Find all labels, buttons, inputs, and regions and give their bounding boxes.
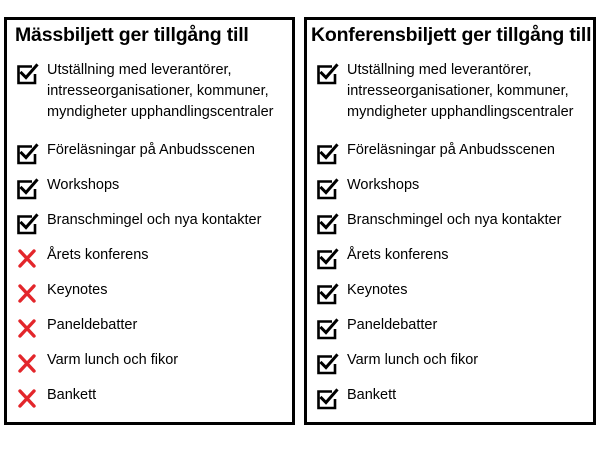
feature-label [347, 245, 449, 266]
checkbox-checked-icon [315, 282, 339, 306]
feature-label-line: Workshops [47, 177, 120, 193]
feature-label [47, 385, 96, 406]
red-cross-icon [15, 352, 39, 376]
checkbox-checked-icon [15, 62, 39, 86]
mass-ticket-title: Mässbiljett ger tillgång till [15, 24, 249, 46]
feature-label-line: Årets konferens [347, 247, 449, 263]
conference-ticket-panel [304, 17, 596, 425]
feature-label [47, 245, 149, 266]
checkbox-checked-icon [315, 62, 339, 86]
checkbox-checked-icon [315, 177, 339, 201]
feature-label [47, 140, 255, 161]
conference-ticket-title: Konferensbiljett ger tillgång till [311, 24, 592, 46]
red-cross-icon [15, 317, 39, 341]
feature-label-line: Paneldebatter [347, 317, 438, 333]
checkbox-checked-icon [15, 212, 39, 236]
feature-label-line: Workshops [347, 177, 420, 193]
feature-label-line: myndigheter upphandlingscentraler [347, 104, 574, 120]
red-cross-icon [15, 247, 39, 271]
feature-label [47, 60, 274, 123]
mass-ticket-panel [4, 17, 295, 425]
checkbox-checked-icon [15, 177, 39, 201]
feature-label-line: Paneldebatter [47, 317, 138, 333]
feature-label [347, 210, 561, 231]
feature-label [347, 350, 478, 371]
feature-label-line: Varm lunch och fikor [347, 352, 479, 368]
feature-label [347, 385, 396, 406]
feature-label-line: Keynotes [347, 282, 408, 298]
feature-label-line: Keynotes [47, 282, 108, 298]
checkbox-checked-icon [315, 352, 339, 376]
feature-label [347, 175, 419, 196]
feature-label-line: Varm lunch och fikor [47, 352, 179, 368]
feature-label-line: Föreläsningar på Anbudsscenen [347, 142, 555, 158]
feature-label [347, 60, 574, 123]
feature-label-line: intresseorganisationer, kommuner, [347, 83, 569, 99]
feature-label-line: Branschmingel och nya kontakter [47, 212, 262, 228]
feature-label-line: intresseorganisationer, kommuner, [47, 83, 269, 99]
feature-label [347, 315, 437, 336]
feature-label-line: Branschmingel och nya kontakter [347, 212, 562, 228]
feature-label [47, 315, 137, 336]
checkbox-checked-icon [315, 142, 339, 166]
feature-label-line: myndigheter upphandlingscentraler [47, 104, 274, 120]
feature-label-line: Bankett [47, 387, 97, 403]
feature-label [47, 280, 107, 301]
red-cross-icon [15, 282, 39, 306]
feature-label-line: Årets konferens [47, 247, 149, 263]
red-cross-icon [15, 387, 39, 411]
feature-label [47, 210, 261, 231]
feature-label-line: Föreläsningar på Anbudsscenen [47, 142, 255, 158]
feature-label-line: Bankett [347, 387, 397, 403]
checkbox-checked-icon [315, 212, 339, 236]
feature-label [47, 350, 178, 371]
feature-label-line: Utställning med leverantörer, [47, 62, 232, 78]
checkbox-checked-icon [315, 387, 339, 411]
checkbox-checked-icon [315, 247, 339, 271]
feature-label [347, 280, 407, 301]
feature-label-line: Utställning med leverantörer, [347, 62, 532, 78]
checkbox-checked-icon [15, 142, 39, 166]
feature-label [47, 175, 119, 196]
checkbox-checked-icon [315, 317, 339, 341]
feature-label [347, 140, 555, 161]
